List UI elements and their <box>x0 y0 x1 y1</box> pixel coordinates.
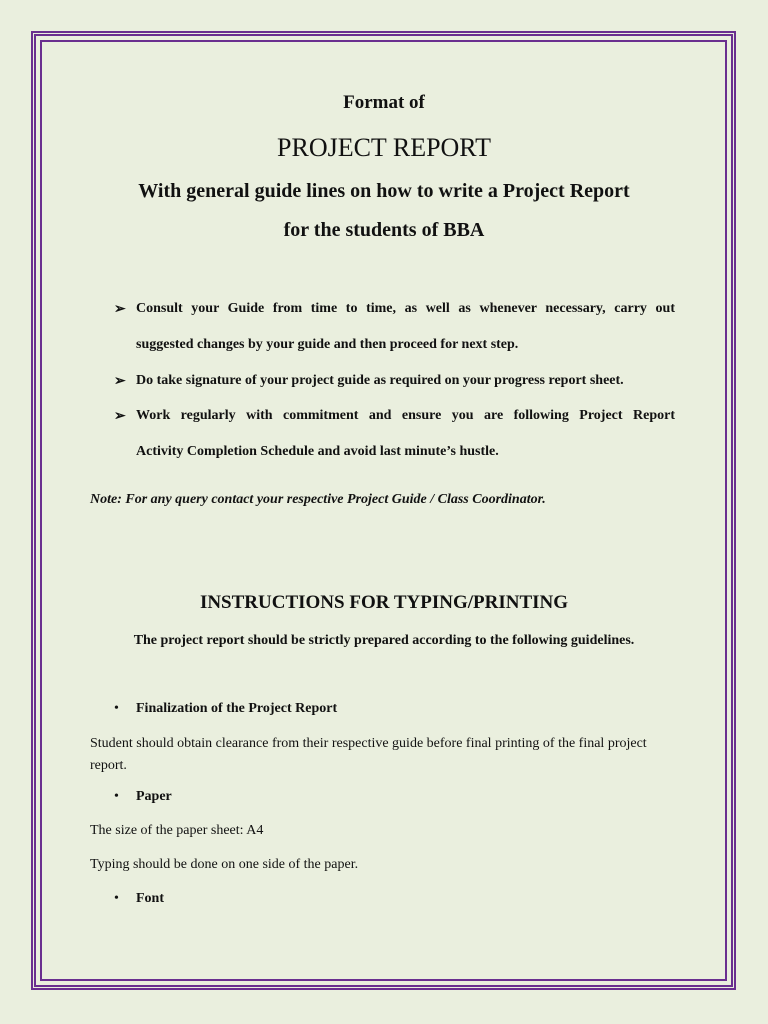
guideline-3-line-1: Work regularly with commitment and ensure you are following Project Report <box>136 408 675 423</box>
guideline-2-line-1: Do take signature of your project guide as required on your progress report sheet. <box>136 373 624 388</box>
guideline-1-line-1: Consult your Guide from time to time, as well as whenever necessary, carry out <box>136 301 675 316</box>
guideline-3-line-2: Activity Completion Schedule and avoid last minute’s hustle. <box>136 444 499 459</box>
format-of-heading: Format of <box>343 92 425 113</box>
dot-bullet-icon: • <box>114 891 119 906</box>
paper-title: Paper <box>136 789 172 804</box>
instructions-heading: INSTRUCTIONS FOR TYPING/PRINTING <box>199 592 569 613</box>
arrow-bullet-icon: ➢ <box>114 302 126 317</box>
instructions-intro: The project report should be strictly prepared according to the following guidelines. <box>133 633 635 648</box>
arrow-bullet-icon: ➢ <box>114 374 126 389</box>
finalization-text: Student should obtain clearance from their respective guide before final printing of the final project report. <box>90 736 647 773</box>
subtitle-line-2: for the students of BBA <box>283 219 485 241</box>
finalization-title: Finalization of the Project Report <box>136 701 338 716</box>
font-title: Font <box>136 891 164 906</box>
document-title: PROJECT REPORT <box>277 133 491 162</box>
paper-size-text: The size of the paper sheet: A4 <box>90 823 264 838</box>
paper-side-text: Typing should be done on one side of the paper. <box>90 857 359 872</box>
dot-bullet-icon: • <box>114 789 119 804</box>
query-note: Note: For any query contact your respective Project Guide / Class Coordinator. <box>90 492 546 507</box>
guideline-1-line-2: suggested changes by your guide and then proceed for next step. <box>136 337 519 352</box>
dot-bullet-icon: • <box>114 701 119 716</box>
arrow-bullet-icon: ➢ <box>114 409 126 424</box>
subtitle-line-1: With general guide lines on how to write a Project Report <box>138 180 630 202</box>
